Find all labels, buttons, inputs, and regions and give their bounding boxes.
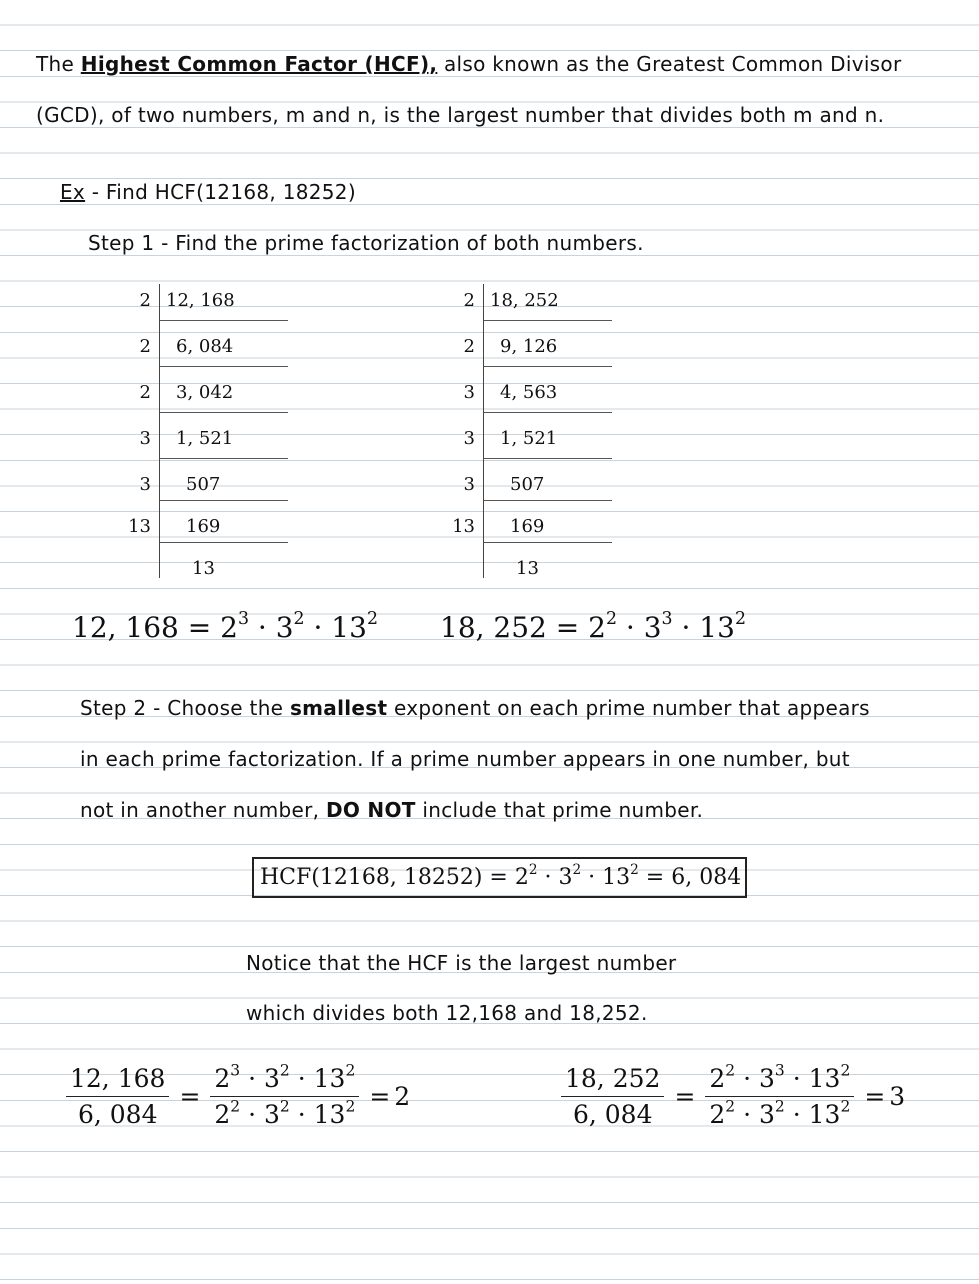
exponent: 2 (572, 861, 582, 878)
intro-the: The (36, 52, 75, 76)
row-underline (160, 320, 288, 321)
exponent: 2 (366, 608, 378, 629)
divisor: 3 (139, 474, 151, 495)
divisor: 2 (463, 290, 475, 311)
table-row (116, 382, 296, 428)
divisor: 3 (463, 428, 475, 449)
base: 3 (643, 611, 662, 644)
quotient-equation-12168 (60, 1061, 411, 1129)
fraction (210, 1061, 359, 1129)
base: 2 (588, 611, 606, 644)
fraction (705, 1061, 854, 1129)
base: 13 (331, 611, 367, 644)
table-row (440, 474, 620, 516)
table-row (440, 290, 620, 336)
row-underline (160, 500, 288, 501)
example-label: Ex (60, 180, 86, 204)
notice-line-1: Notice that the HCF is the largest number (246, 951, 677, 975)
step2-line-3 (80, 798, 703, 822)
factorization-12168: 12, $168 = 2^3 \cdot 3^2 \cdot 13^2$ (72, 608, 378, 644)
table-row (440, 428, 620, 474)
numerator: 12, 168 (66, 1064, 169, 1097)
factorization-18252: 18, $252 = 2^2 \cdot 3^3 \cdot 13^2$ (440, 608, 746, 644)
intro-line-1 (36, 52, 901, 76)
hcf-result-box: HCF(12168, $18252) = 2^2 \cdot 3^2 \cdot 13^2 = 6$, 084 (252, 857, 747, 898)
numerator: 18, 252 (561, 1064, 664, 1097)
numerator: $2^2 \cdot 3^3 \cdot 13^2$ (705, 1064, 854, 1097)
denominator: 6, 084 (77, 1100, 158, 1129)
divisor: 3 (463, 382, 475, 403)
quotient: 13 (516, 558, 539, 579)
table-row (116, 474, 296, 516)
quotient: 9, 126 (500, 336, 558, 357)
table-row (116, 516, 296, 558)
quotient: 1, 521 (176, 428, 234, 449)
row-underline (484, 412, 612, 413)
base: 13 (699, 611, 735, 644)
divisor: 2 (139, 336, 151, 357)
row-underline (484, 458, 612, 459)
factor-table-12168 (116, 290, 296, 604)
quotient: 507 (186, 474, 221, 495)
quotient: 3, 042 (176, 382, 234, 403)
equals-sign: = (179, 1082, 201, 1111)
quotient: 4, 563 (500, 382, 558, 403)
base: 2 (514, 865, 529, 890)
table-row (116, 290, 296, 336)
table-row (116, 428, 296, 474)
step2-line3-post: include that prime number. (422, 798, 704, 822)
step2-line-1 (80, 696, 870, 720)
row-underline (160, 366, 288, 367)
example-text: - Find HCF(12168, 18252) (91, 180, 356, 204)
quotient: 169 (186, 516, 221, 537)
row-underline (484, 542, 612, 543)
denominator: $2^2 \cdot 3^2 \cdot 13^2$ (214, 1097, 356, 1129)
exponent: 2 (293, 608, 305, 629)
row-underline (160, 458, 288, 459)
quotient-result: 2 (394, 1082, 411, 1111)
table-row (116, 558, 296, 604)
step2-post: exponent on each prime number that appears (394, 696, 870, 720)
divisor: 2 (463, 336, 475, 357)
quotient: 169 (510, 516, 545, 537)
factor-table-18252 (440, 290, 620, 604)
divisor: 3 (139, 428, 151, 449)
fraction (561, 1064, 664, 1129)
step2-emphasis: smallest (289, 696, 388, 720)
factorization-lhs: 18, 252 = (440, 611, 589, 644)
equals-sign: = (864, 1082, 886, 1111)
numerator: $2^3 \cdot 3^2 \cdot 13^2$ (210, 1064, 359, 1097)
equals-sign: = (674, 1082, 696, 1111)
step2-pre: Step 2 - Choose the (80, 696, 284, 720)
exponent: 2 (630, 861, 639, 878)
quotient-result: 3 (889, 1082, 906, 1111)
exponent: 3 (661, 608, 673, 629)
step1-heading: Step 1 - Find the prime factorization of both numbers. (88, 231, 644, 255)
row-underline (484, 366, 612, 367)
table-row (440, 336, 620, 382)
divisor: 13 (128, 516, 151, 537)
step2-line3-pre: not in another number, (80, 798, 320, 822)
table-row (440, 558, 620, 604)
quotient: 6, 084 (176, 336, 234, 357)
quotient: 18, 252 (490, 290, 559, 311)
step2-line-2: in each prime factorization. If a prime number appears in one number, but (80, 747, 850, 771)
divisor: 2 (139, 290, 151, 311)
base: 3 (275, 611, 294, 644)
exponent: 2 (605, 608, 618, 629)
quotient-equation-18252 (555, 1061, 906, 1129)
denominator: 6, 084 (572, 1100, 653, 1129)
base: 13 (602, 865, 631, 890)
quotient: 1, 521 (500, 428, 558, 449)
hcf-result: = 6, 084 (638, 865, 742, 890)
intro-rest: also known as the Greatest Common Divisor (443, 52, 902, 76)
row-underline (484, 320, 612, 321)
quotient: 13 (192, 558, 215, 579)
exponent: 3 (237, 608, 250, 629)
row-underline (160, 412, 288, 413)
divisor: 13 (452, 516, 475, 537)
divisor: 3 (463, 474, 475, 495)
row-underline (484, 500, 612, 501)
hcf-lhs: HCF(12168, 18252) = (260, 865, 515, 890)
exponent: 2 (528, 861, 538, 878)
quotient: 507 (510, 474, 545, 495)
base: 3 (558, 865, 573, 890)
fraction (66, 1064, 169, 1129)
denominator: $2^2 \cdot 3^2 \cdot 13^2$ (709, 1097, 851, 1129)
table-row (116, 336, 296, 382)
table-row (440, 382, 620, 428)
equals-sign: = (369, 1082, 391, 1111)
row-underline (160, 542, 288, 543)
hcf-term: Highest Common Factor (HCF), (80, 52, 438, 76)
notice-line-2: which divides both 12,168 and 18,252. (246, 1001, 648, 1025)
example-line (60, 180, 356, 204)
exponent: 2 (734, 608, 746, 629)
table-row (440, 516, 620, 558)
factorization-lhs: 12, 168 = (72, 611, 221, 644)
do-not-emphasis: DO NOT (325, 798, 416, 822)
quotient: 12, 168 (166, 290, 235, 311)
divisor: 2 (139, 382, 151, 403)
base: 2 (220, 611, 238, 644)
intro-line-2: (GCD), of two numbers, m and n, is the largest number that divides both m and n. (36, 103, 885, 127)
